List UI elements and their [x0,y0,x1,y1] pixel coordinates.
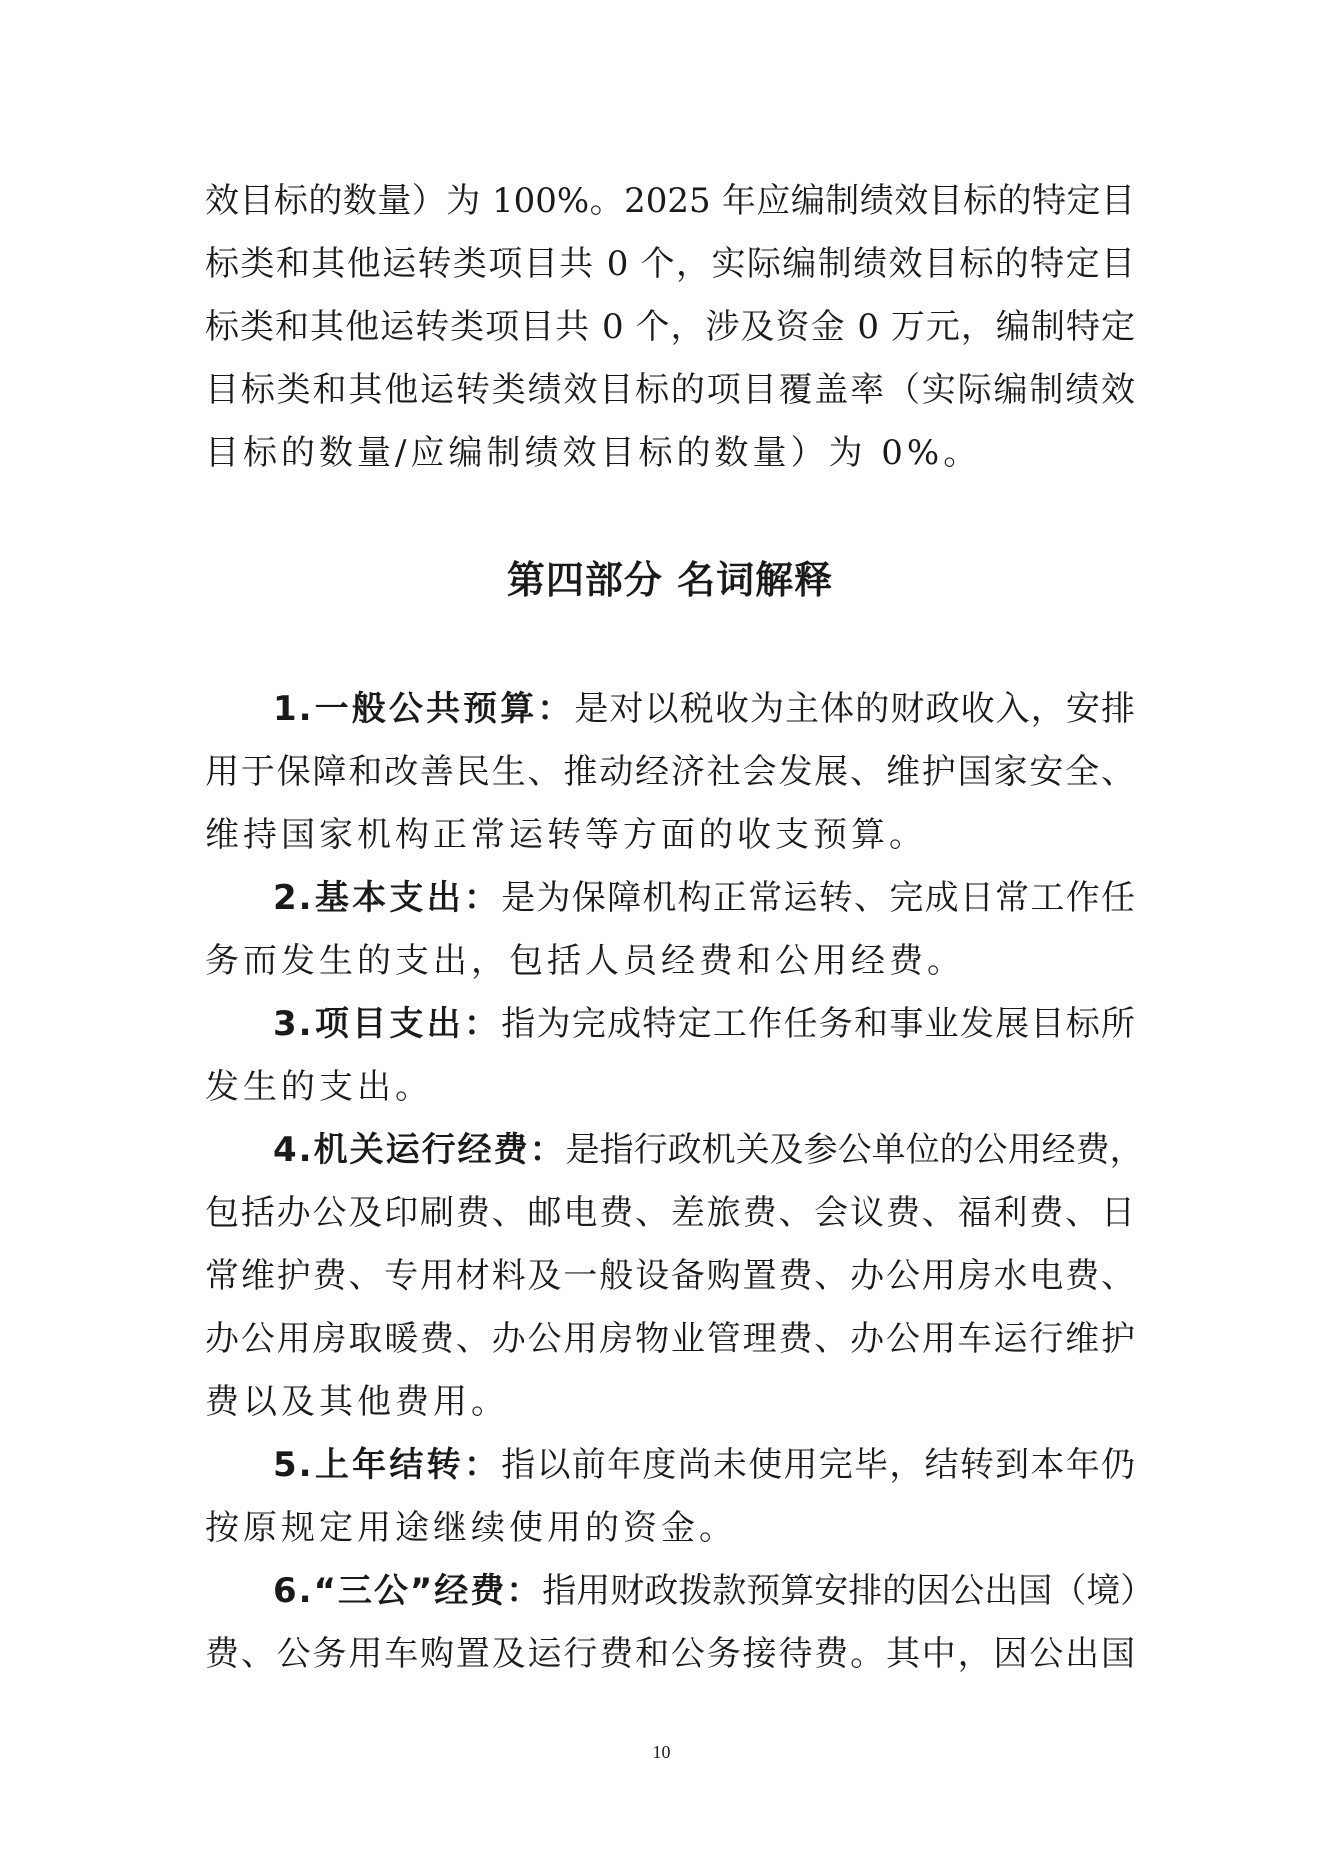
definition-line: 费、公务用车购置及运行费和公务接待费。其中，因公出国 [205,1634,1135,1674]
definition-line: 维持国家机构正常运转等方面的收支预算。 [205,815,927,855]
definition-first-line [205,678,1135,741]
definition-item [205,867,1135,993]
definition-text: 指用财政拨款预算安排的因公出国（境） [542,1571,1155,1611]
definition-first-line [205,867,1135,930]
definition-line: 务而发生的支出，包括人员经费和公用经费。 [205,941,965,981]
page-body [205,170,1155,1686]
intro-line: 目标类和其他运转类绩效目标的项目覆盖率（实际编制绩效 [205,370,1135,410]
definition-item [205,993,1135,1119]
intro-line: 标类和其他运转类项目共 0 个，实际编制绩效目标的特定目 [205,244,1135,284]
definition-first-line [205,1434,1135,1497]
definition-term: 6.“三公”经费： [273,1571,543,1611]
definition-text: 是指行政机关及参公单位的公用经费， [565,1130,1144,1170]
definition-text: 指以前年度尚未使用完毕，结转到本年仍 [501,1445,1135,1485]
definition-term: 4.机关运行经费： [273,1130,566,1170]
definition-text: 是为保障机构正常运转、完成日常工作任 [501,878,1135,918]
page-number: 10 [652,1742,671,1762]
definition-item [205,1119,1144,1434]
intro-paragraph [205,170,1135,485]
definition-term: 2.基本支出： [273,878,502,918]
definition-first-line [205,1119,1144,1182]
definition-line: 办公用房取暖费、办公用房物业管理费、办公用车运行维护 [205,1319,1135,1359]
definition-line: 费以及其他费用。 [205,1382,509,1422]
intro-line: 标类和其他运转类项目共 0 个，涉及资金 0 万元，编制特定 [205,307,1135,347]
definition-line: 发生的支出。 [205,1067,433,1107]
definition-line: 用于保障和改善民生、推动经济社会发展、维护国家安全、 [205,752,1135,792]
definition-term: 1.一般公共预算： [273,689,575,729]
definition-item [205,678,1135,867]
definition-term: 3.项目支出： [273,1004,502,1044]
definition-line: 常维护费、专用材料及一般设备购置费、办公用房水电费、 [205,1256,1135,1296]
definition-item [205,1560,1155,1686]
definition-first-line [205,993,1135,1056]
definition-text: 是对以税收为主体的财政收入，安排 [574,689,1136,729]
definition-line: 包括办公及印刷费、邮电费、差旅费、会议费、福利费、日 [205,1193,1135,1233]
definition-term: 5.上年结转： [273,1445,502,1485]
definition-item [205,1434,1135,1560]
intro-line: 效目标的数量）为 100%。2025 年应编制绩效目标的特定目 [205,181,1135,221]
definition-text: 指为完成特定工作任务和事业发展目标所 [501,1004,1135,1044]
intro-line: 目标的数量/应编制绩效目标的数量）为 0%。 [205,433,982,473]
definition-first-line [205,1560,1155,1623]
section-title: 第四部分 名词解释 [506,558,834,602]
definition-line: 按原规定用途继续使用的资金。 [205,1508,737,1548]
